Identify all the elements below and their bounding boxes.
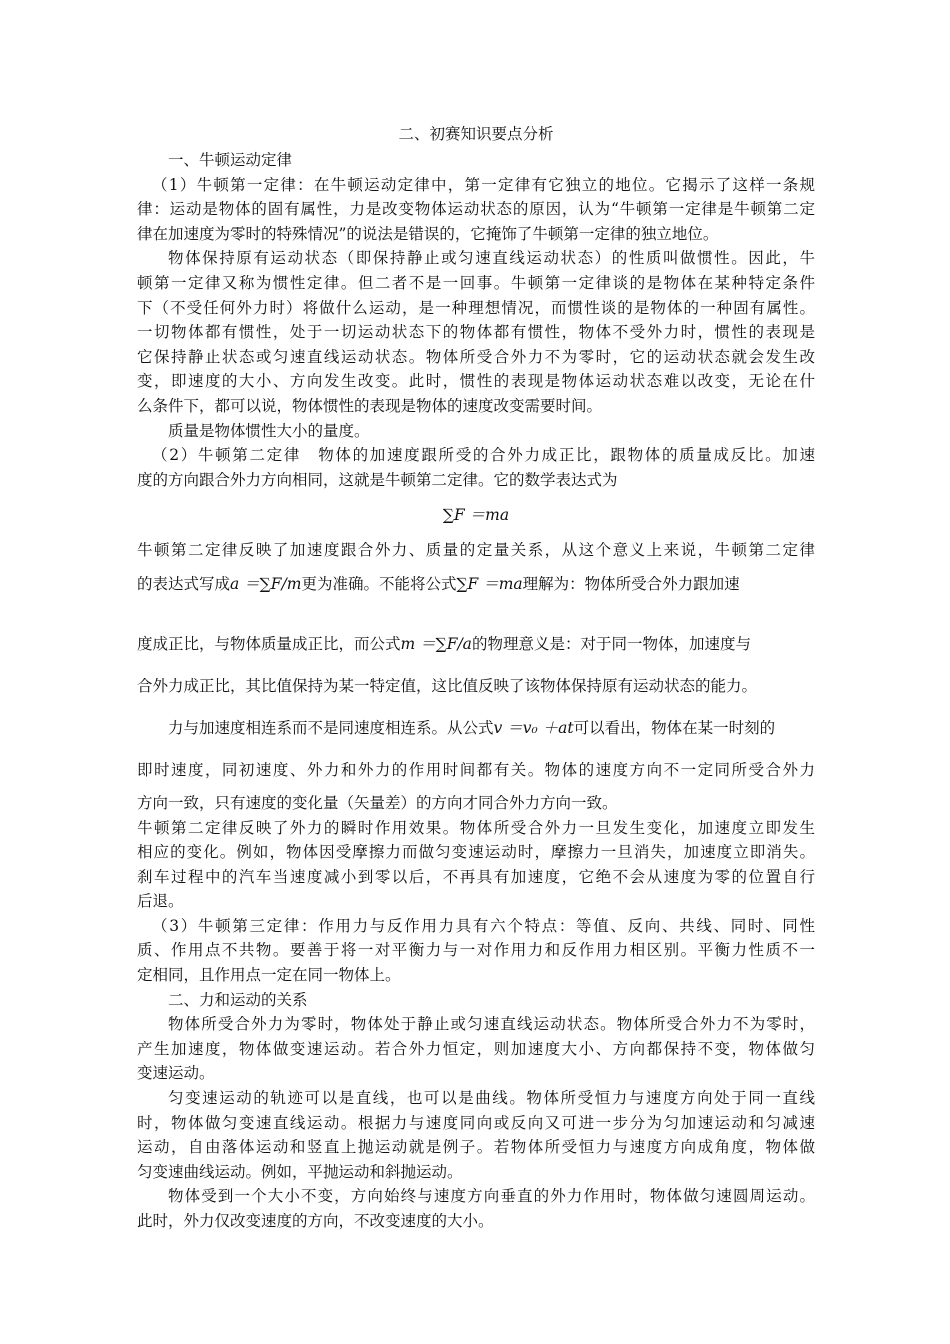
- text-line: 变速运动。: [137, 1064, 215, 1083]
- formula-inline: ∑F ＝ma: [456, 574, 523, 593]
- text-span: 度成正比，与物体质量成正比，而公式: [137, 634, 401, 653]
- text-line: 牛顿第二定律反映了外力的瞬时作用效果。物体所受合外力一旦发生变化，加速度立即发生: [137, 818, 815, 837]
- text-line: 即时速度，同初速度、外力和外力的作用时间都有关。物体的速度方向不一定同所受合外力: [137, 760, 815, 779]
- text-line: 变，即速度的大小、方向发生改变。此时，惯性的表现是物体运动状态难以改变，无论在什: [137, 372, 815, 391]
- text-line: 质量是物体惯性大小的量度。: [168, 421, 370, 440]
- text-span: 可以看出，物体在某一时刻的: [573, 718, 776, 737]
- text-line: 此时，外力仅改变速度的方向，不改变速度的大小。: [137, 1212, 494, 1230]
- text-line: （2）牛顿第二定律 物体的加速度跟所受的合外力成正比，跟物体的质量成反比。加速: [152, 446, 815, 465]
- text-line: 下（不受任何外力时）将做什么运动，是一种理想情况，而惯性谈的是物体的一种固有属性。: [137, 298, 815, 317]
- section-heading: 一、牛顿运动定律: [168, 151, 293, 169]
- text-line: 度的方向跟合外力方向相同，这就是牛顿第二定律。它的数学表达式为: [137, 470, 618, 489]
- text-line: 物体保持原有运动状态（即保持静止或匀速直线运动状态）的性质叫做惯性。因此，牛: [168, 249, 815, 268]
- page-title: 二、初赛知识要点分析: [398, 125, 554, 143]
- text-line: （1）牛顿第一定律：在牛顿运动定律中，第一定律有它独立的地位。它揭示了这样一条规: [152, 175, 815, 194]
- text-line: 律在加速度为零时的特殊情况”的说法是错误的，它掩饰了牛顿第一定律的独立地位。: [137, 224, 719, 243]
- text-line: 定相同，且作用点一定在同一物体上。: [137, 966, 401, 985]
- text-span: 的表达式写成: [137, 574, 231, 593]
- text-line: 合外力成正比，其比值保持为某一特定值，这比值反映了该物体保持原有运动状态的能力。: [137, 676, 758, 695]
- text-line: 一切物体都有惯性，处于一切运动状态下的物体都有惯性，物体不受外力时，惯性的表现是: [137, 323, 815, 342]
- text-line: 时，物体做匀变速直线运动。根据力与速度同向或反向又可进一步分为匀加速运动和匀减速: [137, 1113, 815, 1132]
- text-span: 的物理意义是：对于同一物体，加速度与: [471, 634, 751, 653]
- text-line: 匀变速运动的轨迹可以是直线，也可以是曲线。物体所受恒力与速度方向处于同一直线: [168, 1089, 815, 1108]
- text-line: [137, 563, 815, 605]
- formula-inline: v ＝v₀ ＋at: [493, 718, 574, 737]
- section-heading: 二、力和运动的关系: [168, 990, 308, 1009]
- text-line: 方向一致，只有速度的变化量（矢量差）的方向才同合外力方向一致。: [137, 793, 618, 812]
- text-line: 产生加速度，物体做变速运动。若合外力恒定，则加速度大小、方向都保持不变，物体做匀: [137, 1039, 815, 1058]
- text-span: 力与加速度相连系而不是同速度相连系。从公式: [168, 718, 494, 737]
- document-page: [137, 120, 815, 1234]
- text-span: 理解为：物体所受合外力跟加速: [522, 574, 740, 593]
- text-line: [137, 623, 815, 665]
- text-line: 匀变速曲线运动。例如，平抛运动和斜抛运动。: [137, 1162, 463, 1181]
- text-span: 更为准确。不能将公式: [301, 574, 457, 593]
- text-line: 刹车过程中的汽车当速度减小到零以后，不再具有加速度，它绝不会从速度为零的位置自行: [137, 867, 815, 886]
- text-line: 相应的变化。例如，物体因受摩擦力而做匀变速运动时，摩擦力一旦消失，加速度立即消失。: [137, 843, 815, 862]
- text-line: 牛顿第二定律反映了加速度跟合外力、质量的定量关系，从这个意义上来说，牛顿第二定律: [137, 541, 815, 560]
- formula-inline: a ＝∑F/m: [230, 574, 302, 593]
- text-line: （3）牛顿第三定律：作用力与反作用力具有六个特点：等值、反向、共线、同时、同性: [152, 916, 815, 935]
- text-line: 后退。: [137, 892, 184, 911]
- text-line: [137, 707, 815, 749]
- formula-newton-second: ∑F ＝ma: [442, 506, 510, 525]
- text-line: 质、作用点不共物。要善于将一对平衡力与一对作用力和反作用力相区别。平衡力性质不一: [137, 941, 815, 960]
- text-line: 运动，自由落体运动和竖直上抛运动就是例子。若物体所受恒力与速度方向成角度，物体做: [137, 1138, 815, 1157]
- text-line: 律：运动是物体的固有属性，力是改变物体运动状态的原因，认为“牛顿第一定律是牛顿第二定: [137, 200, 815, 219]
- text-line: 它保持静止状态或匀速直线运动状态。物体所受合外力不为零时，它的运动状态就会发生改: [137, 347, 815, 366]
- text-line: 物体受到一个大小不变，方向始终与速度方向垂直的外力作用时，物体做匀速圆周运动。: [168, 1187, 815, 1206]
- text-line: 么条件下，都可以说，物体惯性的表现是物体的速度改变需要时间。: [137, 396, 603, 415]
- text-line: 顿第一定律又称为惯性定律。但二者不是一回事。牛顿第一定律谈的是物体在某种特定条件: [137, 273, 815, 292]
- text-line: 物体所受合外力为零时，物体处于静止或匀速直线运动状态。物体所受合外力不为零时，: [168, 1015, 815, 1034]
- formula-inline: m ＝∑F/a: [400, 634, 472, 653]
